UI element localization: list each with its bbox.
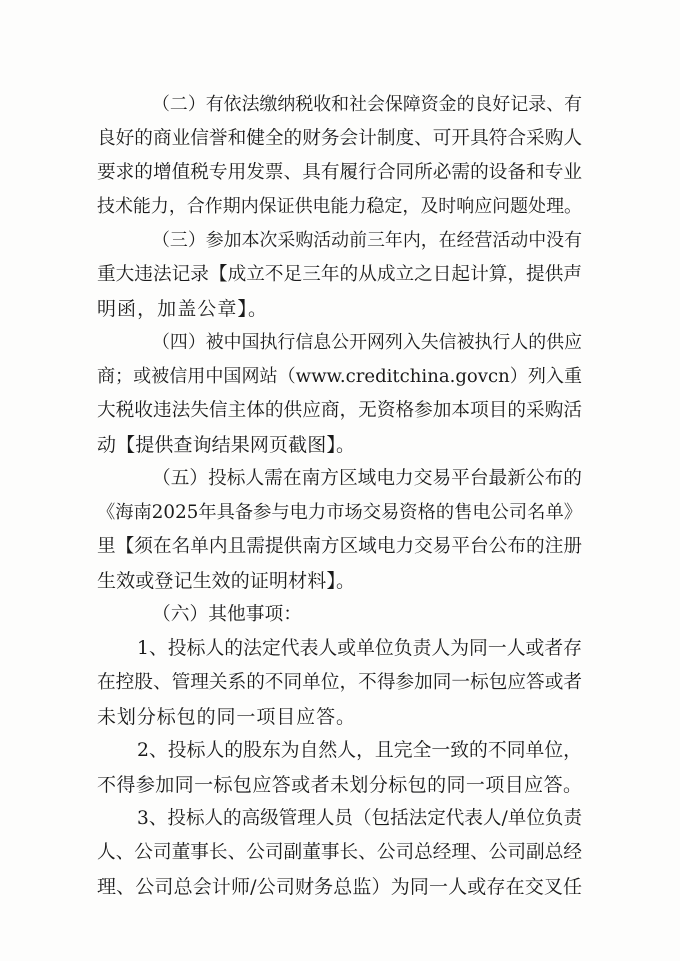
clause-5-line-3-text: 里【须在名单内且需提供南方区域电力交易平台公布的注册 bbox=[97, 536, 583, 557]
item-3-line-2-text: 人、公司董事长、公司副董事长、公司总经理、公司副总经 bbox=[97, 842, 583, 863]
clause-4-line-3-text: 大税收违法失信主体的供应商，无资格参加本项目的采购活 bbox=[97, 400, 583, 421]
clause-4-line-4-text: 动【提供查询结果网页截图】。 bbox=[97, 434, 356, 456]
clause-2-line-3-text: 要求的增值税专用发票、具有履行合同所必需的设备和专业 bbox=[97, 162, 583, 183]
clause-2-line-2-text: 良好的商业信誉和健全的财务会计制度、可开具符合采购人 bbox=[97, 128, 583, 149]
item-2-line-1-text: 2、投标人的股东为自然人，且完全一致的不同单位， bbox=[137, 740, 583, 761]
clause-5-line-4-text: 生效或登记生效的证明材料】。 bbox=[97, 570, 356, 592]
clause-3-line-3-text: 明函，加盖公章】。 bbox=[97, 298, 269, 320]
clause-2-line-1-text: （二）有依法缴纳税收和社会保障资金的良好记录、有 bbox=[152, 94, 583, 115]
clause-4-line-1-text: （四）被中国执行信息公开网列入失信被执行人的供应 bbox=[152, 332, 583, 353]
item-2-line-2-text: 不得参加同一标包应答或者未划分标包的同一项目应答。 bbox=[97, 774, 583, 796]
clause-2-line-4-text: 技术能力，合作期内保证供电能力稳定，及时响应问题处理。 bbox=[97, 196, 582, 217]
clause-6-heading-text: （六）其他事项： bbox=[152, 604, 303, 625]
clause-3-line-2-text: 重大违法记录【成立不足三年的从成立之日起计算，提供声 bbox=[97, 264, 583, 285]
item-1-line-1-text: 1、投标人的法定代表人或单位负责人为同一人或者存 bbox=[137, 638, 583, 659]
clause-4-line-2-text: 商；或被信用中国网站（www.creditchina.govcn）列入重 bbox=[97, 366, 582, 387]
clause-3-line-1-text: （三）参加本次采购活动前三年内，在经营活动中没有 bbox=[152, 230, 583, 251]
item-1-line-2-text: 在控股、管理关系的不同单位，不得参加同一标包应答或者 bbox=[97, 672, 583, 693]
item-3-line-1-text: 3、投标人的高级管理人员（包括法定代表人/单位负责 bbox=[137, 808, 582, 829]
item-3-line-3 bbox=[0, 867, 680, 907]
clause-5-line-2-text: 《海南2025年具备参与电力市场交易资格的售电公司名单》 bbox=[97, 502, 582, 523]
clause-5-line-1-text: （五）投标人需在南方区域电力交易平台最新公布的 bbox=[152, 468, 583, 489]
item-1-line-3-text: 未划分标包的同一项目应答。 bbox=[97, 706, 356, 728]
item-3-line-3-text: 理、公司总会计师/公司财务总监）为同一人或存在交叉任 bbox=[97, 876, 583, 898]
